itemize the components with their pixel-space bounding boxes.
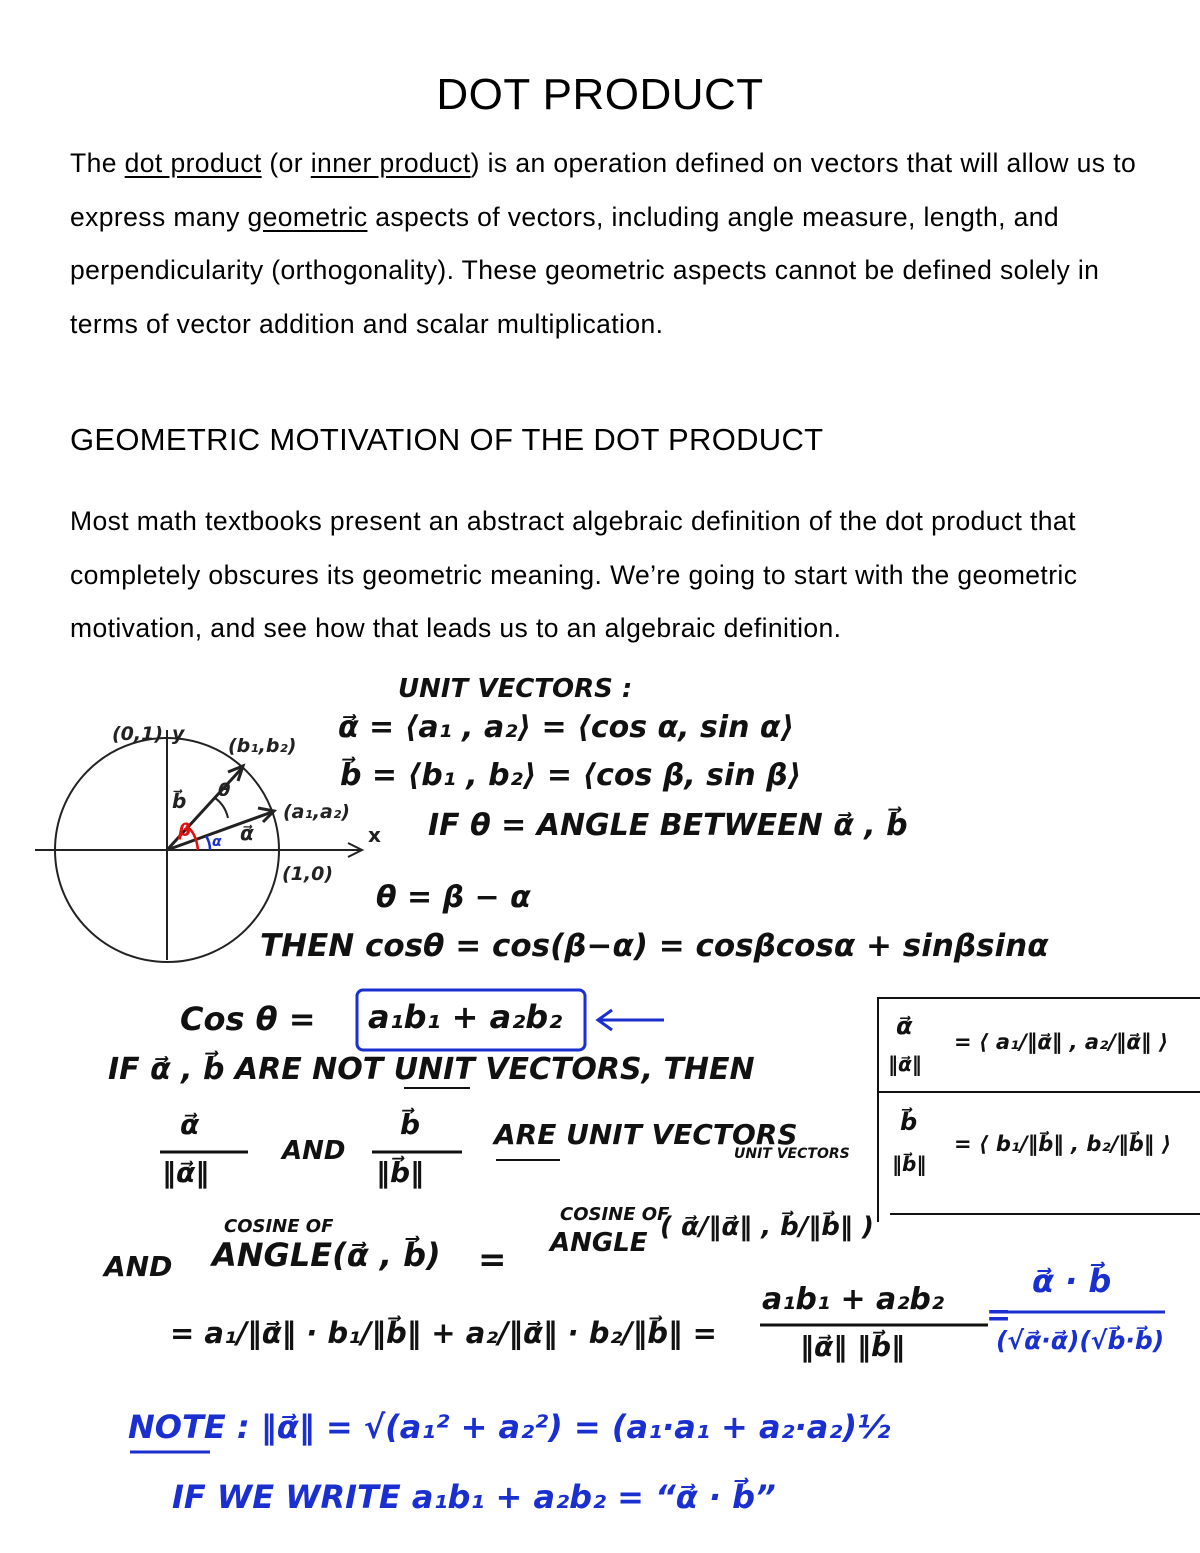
hw-angle-2: ANGLE — [550, 1228, 648, 1258]
hw-unit-vectors-small: UNIT VECTORS — [734, 1146, 850, 1162]
hw-frac-beta-den: ‖b⃗‖ — [376, 1156, 425, 1189]
label-a1-a2: (a₁,a₂) — [283, 801, 350, 823]
hw-angle2-alpha-frac: ( α⃗/‖α⃗‖ , b⃗/‖b⃗‖ ) — [660, 1212, 874, 1242]
hw-side-beta-equation: = ⟨ b₁/‖b⃗‖ , b₂/‖b⃗‖ ⟩ — [954, 1132, 1172, 1156]
hw-boxed-result: a₁b₁ + a₂b₂ — [368, 998, 563, 1036]
label-0-1: (0,1) — [112, 723, 164, 745]
hw-cos-theta-label: Cos θ = — [180, 1000, 316, 1038]
label-beta: β — [178, 820, 191, 841]
hw-cosine-of-1: COSINE OF — [224, 1216, 334, 1237]
label-theta: θ — [218, 780, 231, 801]
hw-note-norm: NOTE : ‖α⃗‖ = √(a₁² + a₂²) = (a₁·a₁ + a₂·a₂)½ — [128, 1408, 891, 1446]
hw-big-frac-num: a₁b₁ + a₂b₂ — [762, 1282, 945, 1317]
term-dot-product: dot product — [124, 148, 262, 178]
hw-unit-vectors: UNIT VECTORS : — [398, 674, 633, 704]
hw-side-alpha-num: α⃗ — [896, 1012, 913, 1040]
intro-text-4: aspects of vectors, including angle measure, length, and perpendicularity (orthogonality). These geometric aspects cannot be defined solely in terms of vector addition and scalar multiplication. — [70, 201, 1100, 339]
hw-blue-equals: = — [986, 1298, 1012, 1333]
hw-angle2-alpha: α⃗ — [680, 1212, 699, 1242]
hw-if-not-unit-vectors: IF α⃗ , b⃗ ARE NOT UNIT VECTORS, THEN — [108, 1052, 755, 1087]
hw-frac-beta-num: b⃗ — [400, 1108, 421, 1141]
hw-big-frac-den: ‖α⃗‖ ‖b⃗‖ — [800, 1330, 906, 1363]
page-title: DOT PRODUCT — [436, 70, 764, 119]
intro-text-2: (or — [261, 148, 311, 178]
hw-theta-equals: θ = β − α — [376, 880, 531, 915]
hw-blue-frac-num: α⃗ · b⃗ — [1032, 1262, 1112, 1300]
hw-alpha-definition: α⃗ = ⟨a₁ , a₂⟩ = ⟨cos α, sin α⟩ — [338, 710, 795, 745]
alpha-arc-blue — [206, 836, 210, 850]
intro-text-1: The — [70, 148, 125, 178]
hw-beta-definition: b⃗ = ⟨b₁ , b₂⟩ = ⟨cos β, sin β⟩ — [340, 758, 802, 793]
section-heading: GEOMETRIC MOTIVATION OF THE DOT PRODUCT — [70, 422, 824, 457]
term-inner-product: inner product — [310, 148, 471, 178]
label-b1-b2: (b₁,b₂) — [228, 735, 297, 757]
motivation-paragraph: Most math textbooks present an abstract algebraic definition of the dot product that completely obscures its geometric meaning. We’re going to start with the geometric motivation, and see how that leads us to an algebraic definition. — [70, 506, 1078, 643]
hw-and-word: AND — [282, 1136, 346, 1166]
hw-blue-frac-den: (√α⃗·α⃗)(√b⃗·b⃗) — [996, 1326, 1165, 1355]
term-geometric: geometric — [247, 201, 368, 232]
label-x: x — [368, 823, 381, 847]
hw-expansion-line: = a₁/‖α⃗‖ · b₁/‖b⃗‖ + a₂/‖α⃗‖ · b₂/‖b⃗‖ = — [170, 1316, 717, 1350]
arrow-to-box — [598, 1010, 664, 1030]
label-y: y — [172, 723, 185, 745]
hw-cosine-of-2: COSINE OF — [560, 1204, 670, 1225]
hw-side-beta-den: ‖b⃗‖ — [892, 1152, 927, 1176]
hw-frac-alpha-den: ‖α⃗‖ — [162, 1156, 210, 1189]
label-a-vector: α⃗ — [240, 821, 254, 845]
hw-side-alpha-equation: = ⟨ a₁/‖α⃗‖ , a₂/‖α⃗‖ ⟩ — [954, 1030, 1169, 1054]
hw-side-alpha-den: ‖α⃗‖ — [888, 1052, 922, 1076]
hw-angle-alpha-beta: ANGLE(α⃗ , b⃗) — [212, 1236, 441, 1274]
theta-arc — [215, 798, 228, 818]
hw-equals-sign: = — [478, 1240, 507, 1280]
hw-are-unit-vectors: ARE UNIT VECTORS — [494, 1118, 798, 1151]
hw-if-we-write: IF WE WRITE a₁b₁ + a₂b₂ = “α⃗ · b⃗” — [172, 1478, 776, 1516]
hw-and-angle: AND — [104, 1250, 173, 1283]
intro-text-3: ) is an operation defined on vectors that will allow us to express many — [70, 148, 1137, 232]
label-b-vector: b⃗ — [172, 789, 187, 813]
label-alpha: α — [212, 834, 222, 850]
hw-then-cos-theta: THEN cosθ = cos(β−α) = cosβcosα + sinβsinα — [260, 928, 1049, 964]
hw-angle2-alpha-norm: ‖α⃗‖ — [708, 1212, 753, 1242]
hw-if-theta-angle-between: IF θ = ANGLE BETWEEN α⃗ , b⃗ — [428, 808, 908, 843]
hw-angle2-beta: b⃗ — [780, 1212, 799, 1242]
hw-frac-alpha-num: α⃗ — [180, 1108, 200, 1141]
hw-angle2-beta-norm: ‖b⃗‖ — [808, 1212, 853, 1242]
hw-side-beta-num: b⃗ — [900, 1108, 918, 1136]
label-1-0: (1,0) — [282, 863, 334, 885]
